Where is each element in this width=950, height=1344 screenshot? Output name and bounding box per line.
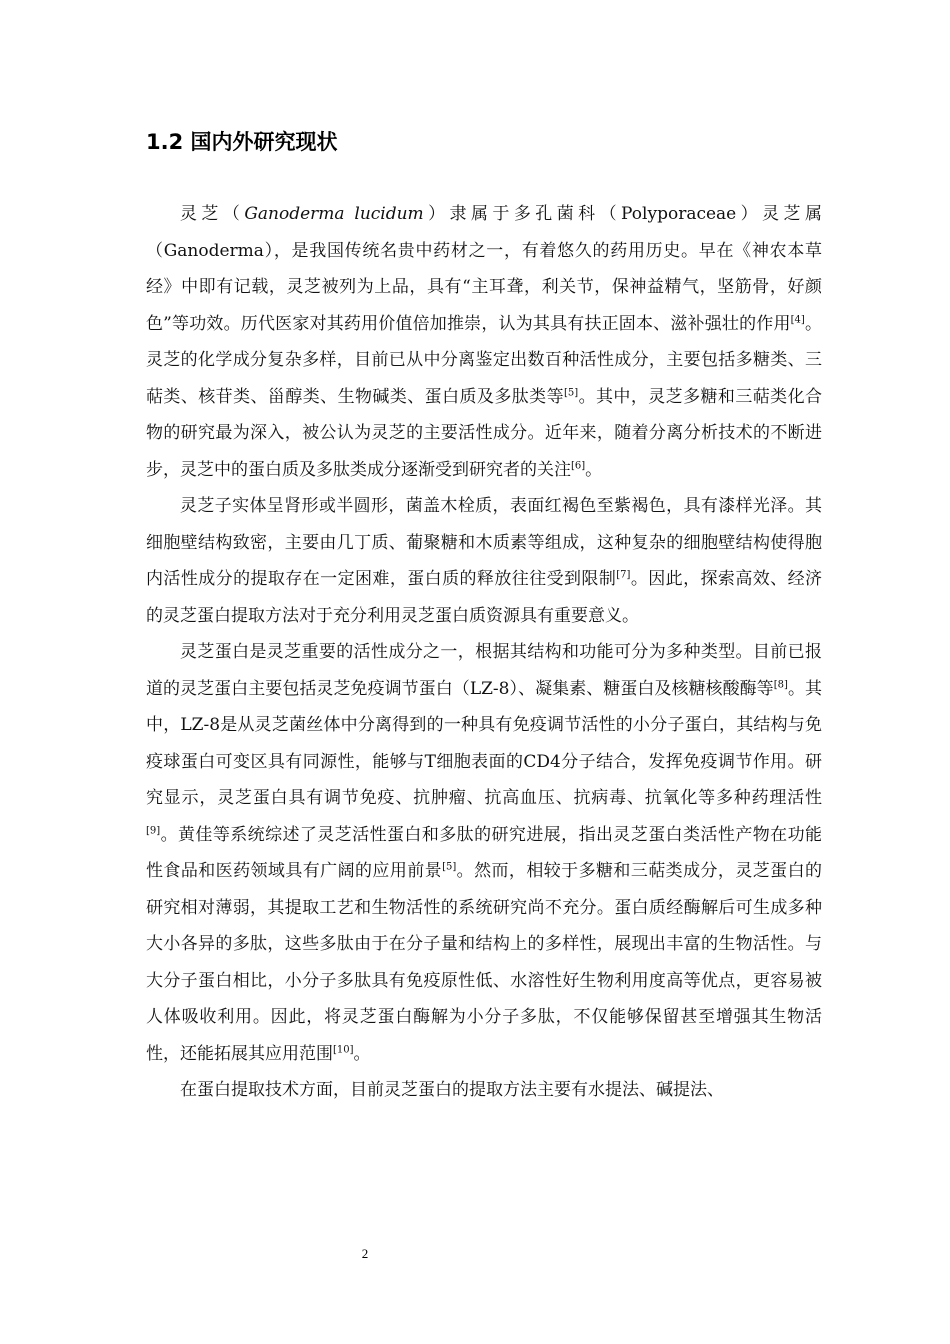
page-number: 2 — [361, 1246, 369, 1261]
text-run: 。灵芝的化学成分复杂多样，目前已从中分离鉴定出数百种活性成分，主要包括多糖类、三萜类、核苷类、甾醇类、生物碱类、蛋白质及多肽类等 — [146, 313, 822, 407]
text-run: 。其中，灵芝多糖和三萜类化合物的研究最为深入，被公认为灵芝的主要活性成分。近年来，随着分离分析技术的不断进步，灵芝中的蛋白质及多肽类成分逐渐受到研究者的关注 — [146, 386, 823, 480]
citation-ref: [5] — [442, 861, 457, 873]
text-run: 灵芝子实体呈肾形或半圆形，菌盖木栓质，表面红褐色至紫褐色，具有漆样光泽。其细胞壁结构致密，主要由几丁质、葡聚糖和木质素等组成，这种复杂的细胞壁结构使得胞内活性成分的提取存在一定困难，蛋白质的释放往往受到限制 — [146, 496, 822, 589]
paragraph — [146, 1072, 822, 1109]
text-run: 在蛋白提取技术方面，目前灵芝蛋白的提取方法主要有水提法、碱提法、 — [180, 1080, 724, 1100]
citation-ref: [7] — [616, 569, 631, 581]
citation-ref: [5] — [564, 386, 579, 398]
text-run: 灵芝蛋白是灵芝重要的活性成分之一，根据其结构和功能可分为多种类型。目前已报道的灵芝蛋白主要包括灵芝免疫调节蛋白（LZ-8）、凝集素、糖蛋白及核糖核酸酶等 — [146, 642, 822, 699]
text-run: 。因此，探索高效、经济的灵芝蛋白提取方法对于充分利用灵芝蛋白质资源具有重要意义。 — [146, 569, 823, 626]
text-run: 。其中，LZ-8是从灵芝菌丝体中分离得到的一种具有免疫调节活性的小分子蛋白，其结构与免疫球蛋白可变区具有同源性，能够与T细胞表面的CD4分子结合，发挥免疫调节作用。研究显示，灵芝蛋白具有调节免疫、抗肿瘤、抗高血压、抗病毒、抗氧化等多种药理活性 — [146, 678, 822, 808]
text-run: 。 — [353, 1043, 371, 1064]
italic-term: Ganoderma lucidum — [244, 204, 424, 224]
text-run: 。然而，相较于多糖和三萜类成分，灵芝蛋白的研究相对薄弱，其提取工艺和生物活性的系统研究尚不充分。蛋白质经酶解后可生成多种大小各异的多肽，这些多肽由于在分子量和结构上的多样性，展现出丰富的生物活性。与大分子蛋白相比，小分子多肽具有免疫原性低、水溶性好生物利用度高等优点，更容易被人体吸收利用。因此，将灵芝蛋白酶解为小分子多肽，不仅能够保留甚至增强其生物活性，还能拓展其应用范围 — [146, 861, 823, 1064]
text-run: 。黄佳等系统综述了灵芝活性蛋白和多肽的研究进展，指出灵芝蛋白类活性产物在功能性食品和医药领域具有广阔的应用前景 — [146, 824, 822, 881]
text-run: ）隶属于多孔菌科（Polyporaceae）灵芝属（Ganoderma），是我国传统名贵中药材之一，有着悠久的药用历史。早在《神农本草经》中即有记载，灵芝被列为上品，具有“主耳聋，利关节，保神益精气，坚筋骨，好颜色”等功效。历代医家对其药用价值倍加推崇，认为其具有扶正固本、滋补强壮的作用 — [146, 204, 822, 334]
paragraph — [146, 634, 822, 1072]
citation-ref: [9] — [146, 824, 161, 836]
paragraph — [146, 196, 822, 488]
section-heading: 1.2 国内外研究现状 — [146, 130, 338, 154]
text-run: 。 — [585, 459, 603, 480]
citation-ref: [4] — [790, 313, 805, 325]
body-text — [146, 196, 822, 1109]
citation-ref: [6] — [571, 459, 586, 471]
citation-ref: [10] — [333, 1043, 354, 1055]
paragraph — [146, 488, 822, 634]
citation-ref: [8] — [773, 678, 788, 690]
text-run: 灵芝（ — [180, 204, 245, 224]
